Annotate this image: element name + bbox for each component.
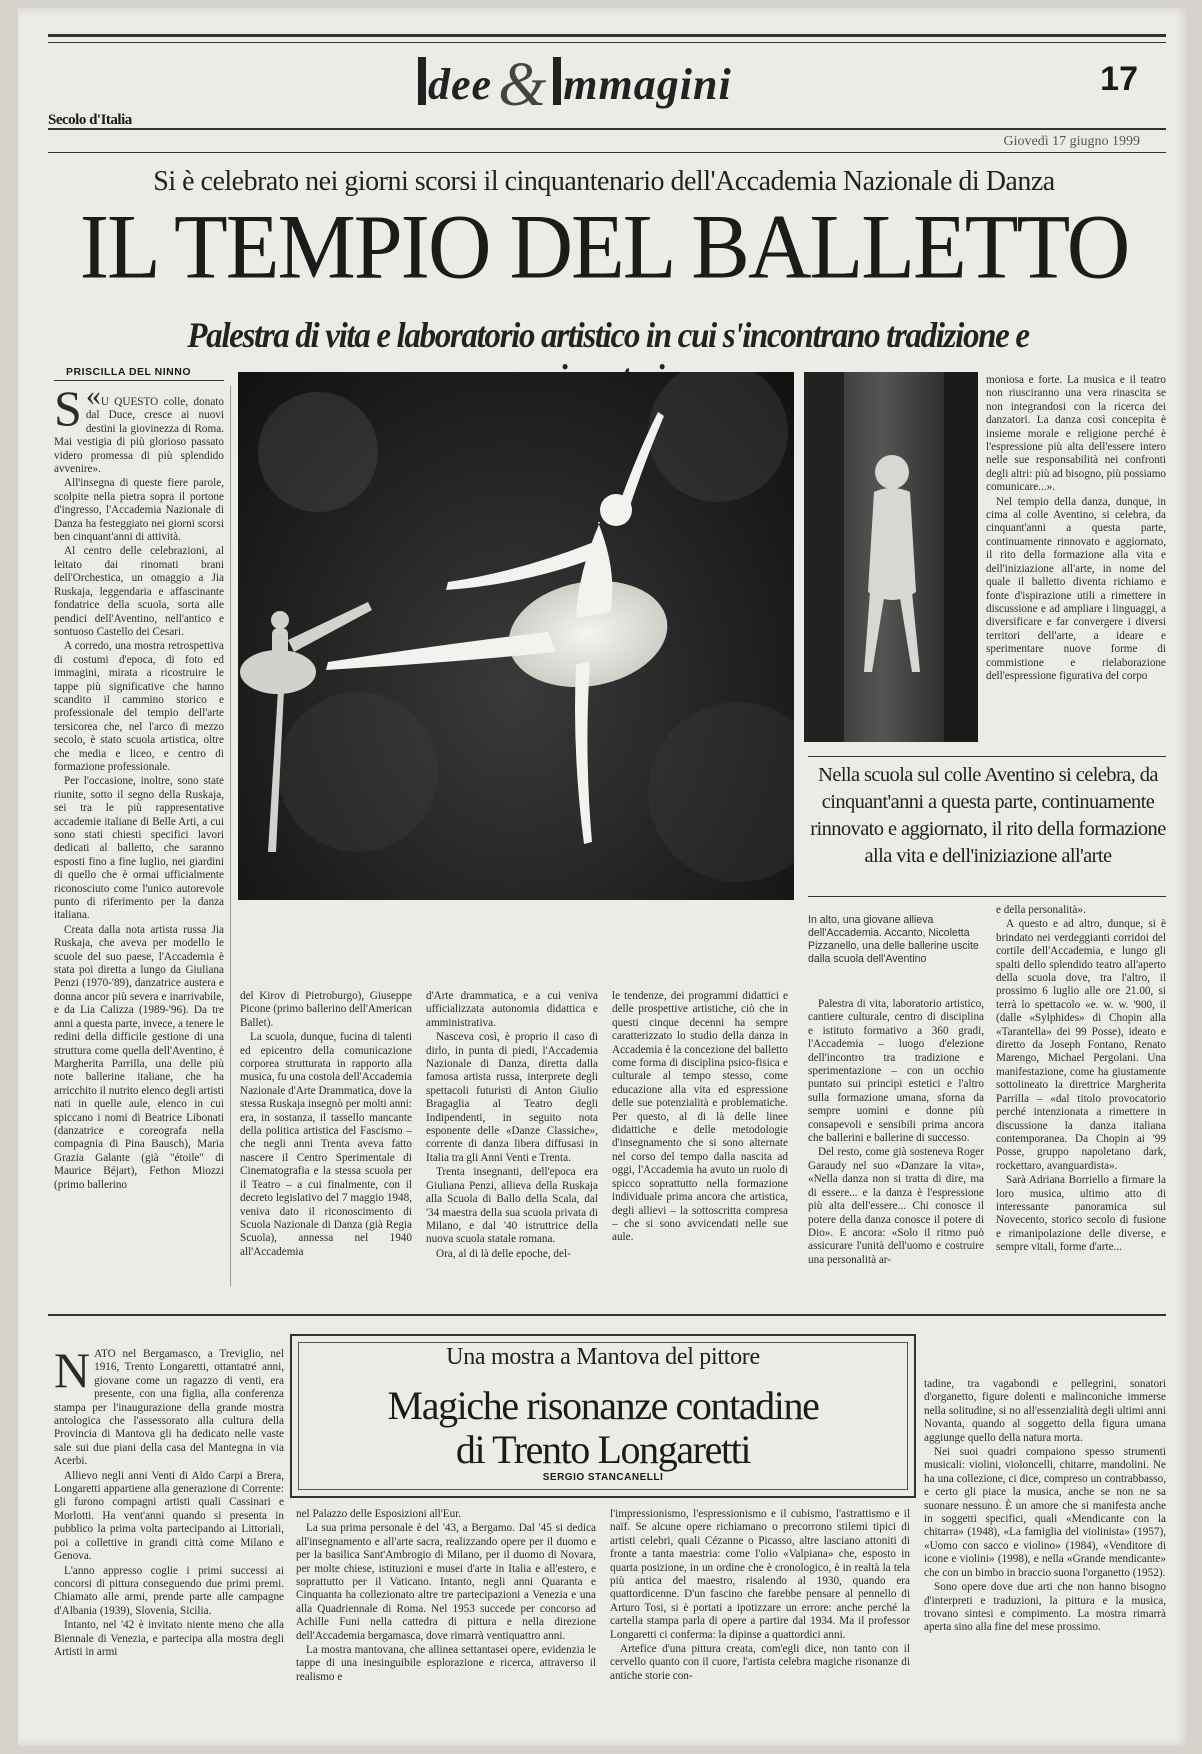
- article2-lead: ATO nel Bergamasco, a Treviglio, nel 1916, Trento Longaretti, ottantatré anni, giovane come un ragazzo di venti, era presente, con una figlia, alla conferenza stampa per l'inaugurazione della grande mostra antologica che l'assessorato alla cultura della Provincia di Mantova gli ha dedicato nelle vaste sale sui due piani della casa del Mantegna in via Acerbi.: [54, 1348, 284, 1468]
- article1-column-2: [240, 990, 412, 1300]
- masthead-rule-2: [48, 152, 1166, 153]
- paragraph: A questo e ad altro, dunque, si è brindato nei verdeggianti corridoi del cortile dell'Accademia, e lungo gli spalti dello splendido teatro all'aperto della scuola dove, tra l'altro, il prossimo 6 luglio alle ore 21.00, si terrà lo spettacolo «e. w. w. '900, il (dalle «Sylphides» di Chopin alla «Tarantella» dei 99 Posse), ideato e diretto da Joseph Fontano, Renato Marengo, Michael Pergolani. Una manifestazione, come ha giustamente sottolineato la direttrice Margherita Parrilla – «dal titolo provocatorio perché intenzionata a rimettere in discussione la danza italiana contemporanea. Da Chopin ai '99 Posse, gruppo napoletano dark, rockettaro, avanguardista».: [996, 918, 1166, 1172]
- article1-column-1: [54, 386, 224, 1286]
- article2-column-3: [610, 1508, 910, 1738]
- article1-column-6-top: [986, 374, 1166, 744]
- pullquote-rule-bottom: [808, 896, 1166, 897]
- paragraph: Del resto, come già sosteneva Roger Garaudy nel suo «Danzare la vita», «Nella danza non si tratta di dire, ma di essere... e la danza è l'espressione più alta dell'essere... Chi conosce il potere della danza conosce il potere di Dio». E ancora: «Solo il ritmo può assicurare l'unità dell'uomo e costruire una personalità ar-: [808, 1146, 984, 1266]
- paragraph: Per l'occasione, inoltre, sono state riunite, sotto il segno della Ruskaja, sei tra le più rappresentative accademie italiane di Belle Arti, a cui sono stati chiesti specifici lavori dedicati al balletto, che saranno esposti fino a fine luglio, nei giardini di quello che è ormai ufficialmente riconosciuto come l'unico autorevole punto di riferimento per la danza italiana.: [54, 775, 224, 922]
- paragraph: nel Palazzo delle Esposizioni all'Eur.: [296, 1508, 462, 1520]
- top-rule: [48, 34, 1166, 37]
- paragraph: Nei suoi quadri compaiono spesso strumenti musicali: violini, violoncelli, chitarre, mandolini. Ne ha una collezione, ci dice, compreso un contrabbasso, e certo gli piace la musica, anche se non ne sa suonare nessuno. È un amore che si manifesta anche in soggetti specifici, quali «Mendicante con la chitarra» (1948), «La famiglia del violinista» (1957), «Uomo con sacco e violino» (1984), «Venditore di icone e violini» (1998), e nella «Grande mendicante» che con un bimbo in braccio suona l'organetto (1952).: [924, 1446, 1166, 1579]
- top-rule-thin: [48, 42, 1166, 43]
- paragraph: le tendenze, dei programmi didattici e delle prospettive artistiche, ciò che in questi cinque decenni ha sempre caratterizzato lo studio della danza in Accademia è la concezione del balletto come forma di disciplina psico-fisica e culturale al tempo stesso, come educazione alla vita ed espressione delle sue potenzialità e problematiche. Per questo, al di là delle linee didattiche e delle metodologie d'insegnamento che si sono alternate nel corso del tempo dalla nascita ad oggi, l'Accademia ha avuto un ruolo di spicco soprattutto nella formazione individuale prima ancora che artistica, degli allievi – la sottoscritta compresa – che si sono avvicendati nelle sue aule.: [612, 990, 788, 1244]
- paragraph: Ora, al di là delle epoche, del-: [436, 1247, 571, 1260]
- article2-headline-line1: Magiche risonanze contadine: [387, 1383, 819, 1428]
- paragraph: La sua prima personale è del '43, a Bergamo. Dal '45 si dedica all'insegnamento e all'arte sacra, realizzando opere per il duomo e per la basilica Sant'Ambrogio di Milano, per il duomo di Novara, per molte chiese, istituzioni e musei d'arte in Italia e all'estero, e soprattutto per il Vaticano. Intanto, negli anni Quaranta e Cinquanta ha collezionato altre tre partecipazioni a Venezia e una alla Quadriennale di Roma. Nel 1953 succede per concorso ad Achille Funi nella cattedra di pittura e nella direzione dell'Accademia bergamasca, dove rimarrà ventiquattro anni.: [296, 1522, 596, 1642]
- paragraph: e della personalità».: [996, 904, 1086, 916]
- section-title-cap-i2: [553, 57, 561, 105]
- paragraph: Palestra di vita, laboratorio artistico, cantiere culturale, centro di disciplina e istituto formativo a 360 gradi, l'Accademia – luogo d'elezione dell'incontro tra tradizione e sperimentazione – con un occhio puntato sui principi estetici e l'altro sulla formazione umana, sforna da sempre uomini e donne più consapevoli e sensibili prima ancora che ballerini e ballerine di successo.: [808, 998, 984, 1145]
- paragraph: Creata dalla nota artista russa Jia Ruskaja, che aveva per modello le scuole del suo paese, l'Accademia è stata poi diretta a lungo da Giuliana Penzi (1970-'89), danzatrice austera e donna ancor più severa e inarrivabile, e da Lia Calizza (1989-'96). Da tre anni a questa parte, invece, a tenere le redini della difficile gestione di una struttura come quella dell'Aventino, è Margherita Parrilla, una delle più note ballerine italiane, che ha arricchito il nutrito elenco degli artisti nati in quelle aule, elenco in cui spiccano i nomi di Beatrice Libonati (danzatrice e coreografa nella compagnia di Pina Bausch), Maria Grazia Galante (già "étoile" di Maurice Béjart), Fethon Miozzi (primo ballerino: [54, 923, 224, 1191]
- article-byline: PRISCILLA DEL NINNO: [66, 366, 192, 378]
- section-title-ampersand: &: [498, 51, 548, 119]
- paragraph: A corredo, una mostra retrospettiva di costumi d'epoca, di foto ed immagini, mirata a ricostruire le tappe più significative che hanno scandito il cammino storico e professionale del tempio dell'arte tersicorea che, nel l'arco di mezzo secolo, è stato scuola artistica, oltre che media e liceo, e centro di formazione professionale.: [54, 640, 224, 773]
- article2-headline: [292, 1384, 914, 1472]
- photo-caption: In alto, una giovane allieva dell'Accademia. Accanto, Nicoletta Pizzanello, una delle ballerine uscite dalla scuola dell'Aventino: [808, 914, 979, 965]
- paragraph: l'impressionismo, l'espressionismo e il cubismo, l'astrattismo e il naïf. Se alcune opere richiamano o precorrono stilemi tipici di artisti celebri, quali Cézanne o Picasso, altre lasciano attoniti di fronte a tanta maestria: come l'olio «Valpiana» che, esposto in quarta posizione, in un ordine che è cronologico, è in realtà la tela più antica del maestro, risalendo al 1930, quando era quattordicenne. D'un fascino che farebbe pensare al pennello di Arturo Tosi, si è portati a ipotizzare un errore: anche perché la cartella stampa parla di opere a partire dal 1934. Ma il professor Longaretti ci conferma: la dipinse a quattordici anni.: [610, 1508, 910, 1641]
- ballerina-photo: [238, 372, 794, 900]
- paragraph: Intanto, nel '42 è invitato niente meno che alla Biennale di Venezia, e partecipa alla mostra degli Artisti in armi: [54, 1619, 284, 1658]
- paragraph: moniosa e forte. La musica e il teatro non riusciranno una vera rinascita se non integrandosi con la ricerca dei danzatori. La danza così concepita è insieme morale e religione perché è l'espressione più alta dell'essere intero nelle sue responsabilità nei confronti degli altri: più ad bisogno, più possiamo comunicare...».: [986, 374, 1166, 494]
- paragraph: Al centro delle celebrazioni, al leitato dai rinomati brani dell'Orchestica, un omaggio a Jia Ruskaja, leggendaria e affascinante fondatrice della scuola, sorta alle pendici dell'Aventino, nell'antico e sontuoso Castello dei Cesari.: [54, 545, 224, 638]
- paragraph: Allievo negli anni Venti di Aldo Carpi a Brera, Longaretti appartiene alla generazione di Corrente: gli furono compagni artisti quali Cassinari e Morlotti. Ha vent'anni quando si presenta in pubblico la prima volta partecipando ai Littoriali, poi a collettive in grandi città come Milano e Genova.: [54, 1469, 284, 1563]
- article-subhead: Palestra di vita e laboratorio artistico in cui s'incontrano tradizione e: [187, 315, 1029, 355]
- article1-column-5: [808, 998, 984, 1300]
- lead-paragraph: U QUESTO colle, donato dal Duce, cresce ai nuovi destini la giovinezza di Roma. Mai vestigia di più glorioso passato videro promessa di più splendido avvenire».: [54, 396, 224, 476]
- paragraph: del Kirov di Pietroburgo), Giuseppe Picone (primo ballerino dell'American Ballet).: [240, 990, 412, 1029]
- paragraph: tadine, tra vagabondi e pellegrini, sonatori d'organetto, figure dolenti e malinconiche immerse nella solitudine, si no all'essenzialità degli ultimi anni Novanta, quando al soggetto della figura umana aggiunge quello della natura morta.: [924, 1378, 1166, 1444]
- paragraph: L'anno appresso coglie i primi successi ai concorsi di pittura conseguendo due primi premi. Chiamato alle armi, prende parte alle campagne d'Albania (1939), Slovenia, Sicilia.: [54, 1564, 284, 1617]
- article1-column-6-bottom: [996, 904, 1166, 1300]
- ballerina-illustration: [238, 372, 794, 900]
- paragraph: Artefice d'una pittura creata, com'egli dice, non tanto con il cervello quanto con il cuore, l'artista celebra magiche risonanze di antiche storie con-: [610, 1643, 910, 1682]
- paragraph: La scuola, dunque, fucina di talenti ed epicentro della comunicazione corporea strutturata in rapporto alla musica, fu una costola dell'Accademia Nazionale d'Arte Drammatica, dove la stessa Ruskaja insegnò per molti anni: era, in sostanza, il tassello mancante della politica artistica del Fascismo – che negli anni Trenta aveva fatto nascere il Centro Sperimentale di Cinematografia e la stessa scuola per il Teatro – a cui finalmente, con il decreto legislativo del 7 maggio 1948, veniva dato il riconoscimento di Scuola Nazionale di Danza (già Regia Scuola), annessa nel 1940 all'Accademia: [240, 1031, 412, 1258]
- article2-headline-line2: di Trento Longaretti: [455, 1427, 751, 1472]
- paragraph: All'insegna di queste fiere parole, scolpite nella pietra sopra il portone d'ingresso, l'Accademia Nazionale di Danza ha festeggiato nei giorni scorsi ben cinquant'anni di attività.: [54, 477, 224, 544]
- article2-column-4: [924, 1378, 1166, 1738]
- dropcap: S: [54, 386, 82, 436]
- student-illustration: [804, 372, 978, 742]
- paragraph: Sono opere dove due arti che non hanno bisogno d'interpreti e traduzioni, la pittura e la musica, trovano sintesi e compimento. La mostra rimarrà aperta sino alla fine del mese prossimo.: [924, 1581, 1166, 1634]
- paragraph: Nel tempio della danza, dunque, in cima al colle Aventino, si celebra, da cinquant'anni a questa parte, continuamente rinnovato e aggiornato, il rito della formazione alla vita e dell'iniziazione all'arte, in nome del quale il balletto diventa richiamo e fonte d'ispirazione utili a rimettere in discussione e ad ampliare i linguaggi, a diversificare e far convergere i diversi territori dell'arte, a ideare e sperimentare nuove forme di commistione e rielaborazione dell'espressione figurativa del corpo: [986, 495, 1166, 682]
- student-photo: [804, 372, 978, 742]
- paragraph: d'Arte drammatica, e a cui veniva ufficializzata autonomia didattica e amministrativa.: [426, 990, 598, 1029]
- article-kicker: Si è celebrato nei giorni scorsi il cinquantenario dell'Accademia Nazionale di Danza: [153, 166, 1055, 197]
- article1-column-4: [612, 990, 788, 1300]
- paragraph: La mostra mantovana, che allinea settantasei opere, evidenzia le tappe di una inesinguibile esplorazione e ricerca, attraverso il realismo e: [296, 1644, 596, 1683]
- pullquote-rule-top: [808, 756, 1166, 757]
- paragraph: Sarà Adriana Borriello a firmare la loro musica, ultimo atto di interessante panoramica sul Novecento, storico secolo di fusione e rimanipolazione delle diverse, e sempre vitali, forme d'arte...: [996, 1174, 1166, 1254]
- article2-dropcap: N: [54, 1348, 91, 1398]
- article2-byline: SERGIO STANCANELLI: [542, 1472, 664, 1483]
- paragraph: Nasceva così, è proprio il caso di dirlo, in punta di piedi, l'Accademia Nazionale di Danza, diretta dalla famosa artista russa, interprete degli spettacoli futuristi di Anton Giulio Bragaglia al Teatro degli Indipendenti, in seguito nota esponente delle «Danze Classiche», corrente di danza libera diffusasi in Italia tra gli Anni Venti e Trenta.: [426, 1031, 598, 1164]
- page-number: 17: [1100, 60, 1138, 98]
- column-divider: [230, 386, 231, 1286]
- section-title-word2: mmagini: [563, 60, 732, 109]
- article2-column-1: [54, 1348, 284, 1738]
- byline-rule: [54, 380, 224, 381]
- paragraph: Trenta insegnanti, dell'epoca era Giuliana Penzi, allieva della Ruskaja alla Scuola di Ballo della Scala, dal '34 maestra della sua scuola privata di Milano, e dal '40 istruttrice della nuova scuola statale romana.: [426, 1166, 598, 1246]
- dateline: Giovedì 17 giugno 1999: [1003, 134, 1140, 149]
- article2-column-2: [296, 1508, 596, 1738]
- pullquote: Nella scuola sul colle Aventino si celebra, da cinquant'anni a questa parte, continuamente rinnovato e aggiornato, il rito della formazione alla vita e dell'iniziazione all'arte: [810, 764, 1166, 867]
- article1-column-3: [426, 990, 598, 1300]
- article-headline: IL TEMPIO DEL BALLETTO: [79, 196, 1129, 299]
- section-title: [418, 50, 838, 130]
- paper-name: Secolo d'Italia: [48, 112, 132, 128]
- newspaper-page: [18, 8, 1190, 1746]
- article-separator: [48, 1314, 1166, 1316]
- opening-quote: «: [85, 386, 101, 412]
- masthead-rule: [48, 128, 1166, 130]
- article2-headline-box: [290, 1334, 916, 1498]
- article2-kicker: Una mostra a Mantova del pittore: [446, 1344, 760, 1370]
- section-title-cap-i: [418, 57, 426, 105]
- section-title-word1: dee: [428, 60, 493, 109]
